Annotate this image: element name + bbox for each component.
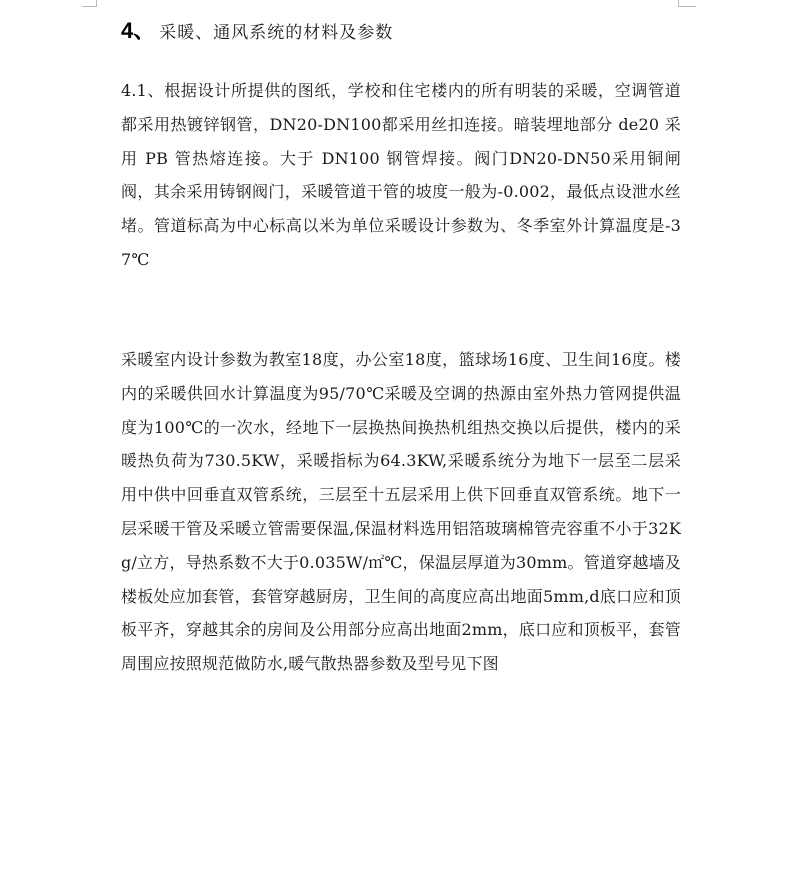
section-number: 4、 xyxy=(121,18,156,43)
section-title: 采暖、通风系统的材料及参数 xyxy=(159,23,394,43)
paragraph-materials: 4.1、根据设计所提供的图纸，学校和住宅楼内的所有明装的采暖，空调管道都采用热镀锌钢管，DN20-DN100都采用丝扣连接。暗装埋地部分 de20 采用 PB 管热熔连接。大于 DN100 钢管焊接。阀门DN20-DN50采用铜闸阀，其余采用铸钢阀门，采暖管道干管的坡度一般为-0.002，最低点设泄水丝堵。管道标高为中心标高以米为单位采暖设计参数为、冬季室外计算温度是-37℃ xyxy=(121,81,681,269)
paragraph-parameters: 采暖室内设计参数为教室18度，办公室18度，篮球场16度、卫生间16度。楼内的采暖供回水计算温度为95/70℃采暖及空调的热源由室外热力管网提供温度为100℃的一次水，经地下一层换热间换热机组热交换以后提供，楼内的采暖热负荷为730.5KW，采暖指标为64.3KW,采暖系统分为地下一层至二层采用中供中回垂直双管系统，三层至十五层采用上供下回垂直双管系统。地下一层采暖干管及采暖立管需要保温,保温材料选用铝箔玻璃棉管壳容重不小于32Kg/立方，导热系数不大于0.035W/㎡℃，保温层厚道为30mm。管道穿越墙及楼板处应加套管，套管穿越厨房，卫生间的高度应高出地面5mm,d底口应和顶板平齐，穿越其余的房间及公用部分应高出地面2mm，底口应和顶板平，套管周围应按照规范做防水,暖气散热器参数及型号见下图 xyxy=(121,350,681,674)
crop-mark-top-left-vertical xyxy=(96,0,97,7)
section-heading xyxy=(121,14,393,46)
crop-mark-top-right xyxy=(678,6,696,7)
crop-mark-top-right-vertical xyxy=(678,0,679,7)
crop-mark-top-left xyxy=(82,6,96,7)
